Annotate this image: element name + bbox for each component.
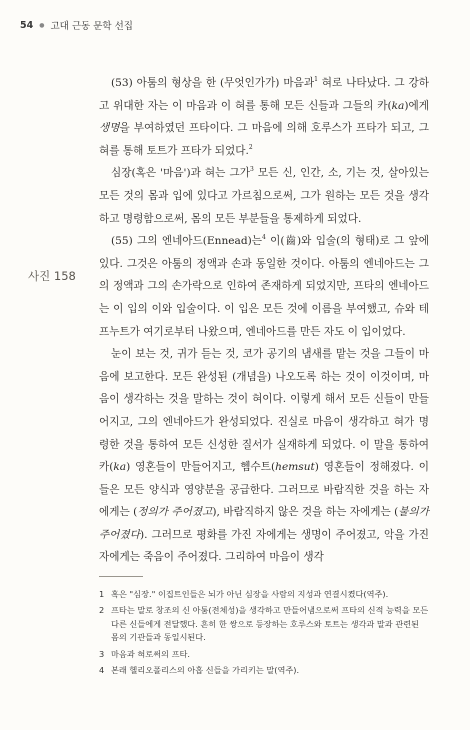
footnote: 2 프타는 말로 창조의 신 아툼(전체성)을 생각하고 만들어냄으로써 프타의 신적 능력을 모든 다른 신들에게 전달했다. 흔히 한 쌍으로 등장하는 호루스와 토트는 생각과 말과 관련된 몸의 기관들과 동일시된다. — [99, 605, 429, 643]
footnote: 4 본래 헬리오폴리스의 아홉 신들을 가리키는 말(역주). — [99, 665, 300, 676]
running-header — [20, 18, 133, 32]
bullet-icon: ● — [39, 21, 45, 29]
footnote-ref-3: 3 — [249, 166, 254, 174]
footnote: 3 마음과 혀로써의 프타. — [99, 648, 190, 659]
paragraph-53: (53) 아툼의 형상을 한 (무엇인가가) 마음과$^1$ 혀로 나타났다. 그 강하고 위대한 자는 이 마음과 이 혀를 통해 모든 신들과 그들의 카(ka)에게 생명을 부여하였던 프타이다. 그 마음에 의해 호루스가 프타가 되고, 그 혀를 통해 토트가 프타가 되었다.$^2$ — [99, 76, 429, 157]
footnote-ref-4: 4 — [262, 234, 266, 242]
footnote-divider — [99, 576, 143, 577]
paragraph-54: 심장(혹은 '마음')과 혀는 그가$^3$ 모든 신, 인간, 소, 기는 것, 살아있는 모든 것의 몸과 입에 있다고 가르침으로써, 그가 원하는 모든 것을 생각하고 명령함으로써, 몸의 모든 부분들을 통제하게 되었다. — [99, 166, 430, 225]
page-number: 54 — [20, 19, 34, 31]
paragraph-56: 눈이 보는 것, 귀가 듣는 것, 코가 공기의 냄새를 맡는 것을 그들이 마음에 보고한다. 모든 완성된 (개념을) 나오도록 하는 것이 이것이며, 마음이 생각하는 것을 말하는 것이 혀이다. 이렇게 해서 모든 신들이 만들어지고, 그의 엔네아드가 완성되었다. 진실로 마음이 생각하고 혀가 명령한 것을 통하여 모든 신성한 질서가 실재하게 되었다. 이 말을 통하여 카(ka) 영혼들이 만들어지고, 헴수트(hemsut) 영혼들이 정해졌다. 이들은 모든 양식과 영양분을 공급한다. 그러므로 바람직한 것을 하는 자에게는 (정의가 주어졌고), 바람직하지 않은 것을 하는 자에게는 (불의가 주어졌다). 그러므로 평화를 가진 자에게는 생명이 주어졌고, 악을 가진 자에게는 죽음이 주어졌다. 그리하여 마음이 생각 — [99, 348, 429, 564]
main-text — [99, 72, 429, 569]
footnote-ref-1: 1 — [314, 76, 318, 83]
footnote: 1 혹은 "심장." 이집트인들은 뇌가 아닌 심장을 사람의 지성과 연결시켰다(역주). — [99, 589, 389, 599]
footnotes — [99, 588, 429, 680]
paragraph-55: (55) 그의 엔네아드(Ennead)는$^4$ 이(齒)와 입술(의 형태)로 그 앞에 있다. 그것은 아툼의 정액과 손과 동일한 것이다. 아툼의 엔네아드는 그의 정액과 그의 손가락으로 인하여 존재하게 되었지만, 프타의 엔네아드는 이 입의 이와 입술이다. 이 입은 모든 것에 이름을 부여했고, 슈와 테프누트가 여기로부터 나왔으며, 엔네아드를 만든 자도 이 입이었다. — [99, 234, 430, 338]
footnote-ref-2: 2 — [248, 143, 253, 151]
photo-reference: 사진 158 — [28, 269, 76, 283]
book-title: 고대 근동 문학 선집 — [50, 21, 133, 32]
